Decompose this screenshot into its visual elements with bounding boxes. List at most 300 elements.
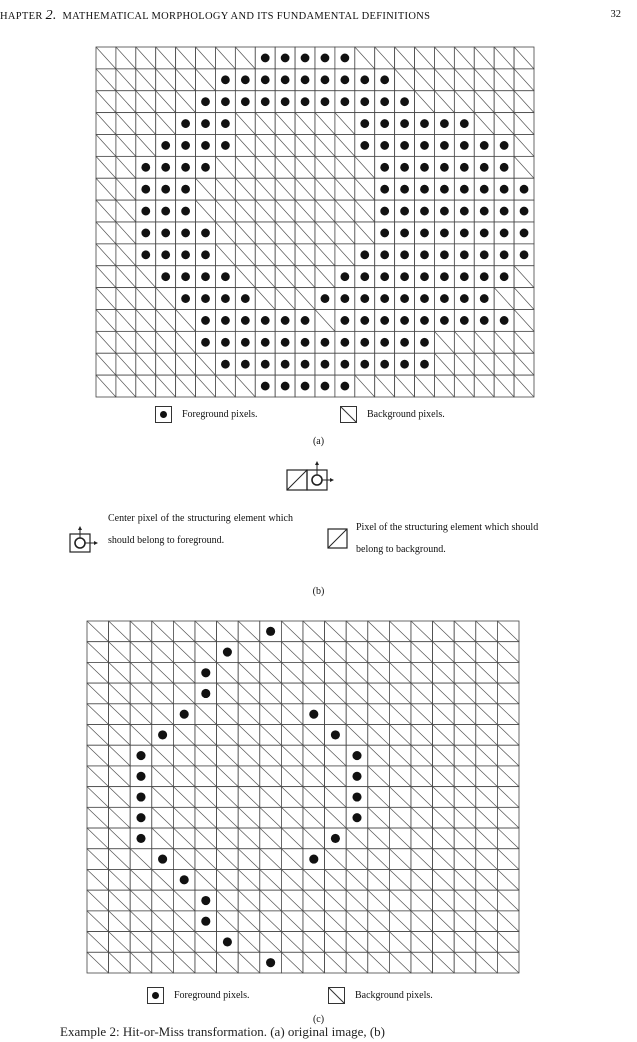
- background-pixel: [196, 47, 216, 69]
- background-pixel: [303, 621, 325, 642]
- foreground-pixel: [176, 113, 196, 135]
- background-pixel: [476, 745, 498, 766]
- background-pixel: [136, 375, 156, 397]
- foreground-pixel: [355, 310, 375, 332]
- background-pixel: [497, 725, 519, 746]
- background-pixel: [395, 69, 415, 91]
- background-pixel: [173, 683, 195, 704]
- background-pixel: [494, 113, 514, 135]
- foreground-pixel: [215, 353, 235, 375]
- background-pixel: [476, 787, 498, 808]
- background-pixel: [152, 787, 174, 808]
- background-pixel: [130, 952, 152, 973]
- background-pixel: [255, 113, 275, 135]
- foreground-dot: [480, 185, 489, 194]
- background-pixel: [355, 200, 375, 222]
- foreground-pixel: [415, 135, 435, 157]
- background-pixel: [176, 375, 196, 397]
- foreground-pixel: [375, 244, 395, 266]
- background-pixel: [411, 662, 433, 683]
- foreground-pixel: [375, 200, 395, 222]
- background-pixel: [217, 952, 239, 973]
- background-pixel: [346, 621, 368, 642]
- background-pixel: [395, 47, 415, 69]
- background-pixel: [173, 849, 195, 870]
- background-pixel: [476, 766, 498, 787]
- foreground-dot: [281, 316, 290, 325]
- background-pixel: [497, 932, 519, 953]
- background-pixel: [346, 683, 368, 704]
- background-pixel: [109, 642, 131, 663]
- background-pixel: [497, 849, 519, 870]
- background-pixel: [156, 47, 176, 69]
- background-pixel: [87, 807, 109, 828]
- foreground-pixel: [454, 222, 474, 244]
- background-pixel: [433, 828, 455, 849]
- background-pixel: [303, 642, 325, 663]
- background-pixel: [217, 725, 239, 746]
- background-pixel: [368, 683, 390, 704]
- foreground-dot: [480, 229, 489, 238]
- foreground-dot: [223, 937, 232, 946]
- background-pixel: [173, 745, 195, 766]
- foreground-pixel: [176, 178, 196, 200]
- background-pixel: [130, 621, 152, 642]
- foreground-pixel: [514, 200, 534, 222]
- background-pixel: [303, 828, 325, 849]
- foreground-pixel: [434, 135, 454, 157]
- background-pixel: [235, 47, 255, 69]
- background-pixel: [152, 807, 174, 828]
- foreground-pixel: [195, 911, 217, 932]
- background-pixel: [260, 766, 282, 787]
- foreground-pixel: [415, 200, 435, 222]
- background-pixel: [238, 932, 260, 953]
- background-pixel: [116, 135, 136, 157]
- figure-c-pixel-grid: [86, 620, 520, 974]
- foreground-pixel: [195, 683, 217, 704]
- foreground-dot: [301, 97, 310, 106]
- background-pixel: [355, 178, 375, 200]
- background-pixel: [238, 828, 260, 849]
- background-pixel: [433, 849, 455, 870]
- foreground-dot: [281, 338, 290, 347]
- background-pixel: [315, 266, 335, 288]
- background-pixel: [173, 787, 195, 808]
- background-pixel: [454, 911, 476, 932]
- background-pixel: [260, 787, 282, 808]
- background-pixel: [136, 69, 156, 91]
- figure-caption-text: Example 2: Hit-or-Miss transformation. (a) original image, (b): [60, 1024, 386, 1039]
- foreground-pixel: [355, 266, 375, 288]
- foreground-pixel: [434, 156, 454, 178]
- background-pixel: [411, 911, 433, 932]
- foreground-pixel: [375, 91, 395, 113]
- foreground-pixel: [346, 745, 368, 766]
- foreground-pixel: [136, 244, 156, 266]
- foreground-dot: [400, 97, 409, 106]
- background-pixel: [87, 725, 109, 746]
- foreground-pixel: [295, 69, 315, 91]
- background-pixel: [514, 331, 534, 353]
- background-pixel: [152, 869, 174, 890]
- background-pixel: [514, 266, 534, 288]
- foreground-pixel: [136, 222, 156, 244]
- foreground-dot: [420, 185, 429, 194]
- background-pixel: [295, 244, 315, 266]
- foreground-pixel: [395, 178, 415, 200]
- background-pixel: [130, 869, 152, 890]
- foreground-dot: [181, 250, 190, 259]
- background-pixel: [368, 828, 390, 849]
- background-pixel: [454, 91, 474, 113]
- background-pixel: [476, 662, 498, 683]
- foreground-dot: [161, 229, 170, 238]
- background-pixel: [474, 91, 494, 113]
- background-pixel: [375, 375, 395, 397]
- background-pixel: [281, 642, 303, 663]
- legend-background-label: Background pixels.: [367, 409, 445, 420]
- background-pixel: [173, 621, 195, 642]
- foreground-dot: [161, 141, 170, 150]
- foreground-dot: [301, 316, 310, 325]
- background-pixel: [109, 932, 131, 953]
- background-pixel: [235, 178, 255, 200]
- background-pixel: [173, 952, 195, 973]
- background-pixel: [497, 704, 519, 725]
- background-pixel: [281, 932, 303, 953]
- background-pixel: [325, 621, 347, 642]
- foreground-dot: [181, 294, 190, 303]
- foreground-dot: [352, 751, 361, 760]
- foreground-dot: [460, 185, 469, 194]
- foreground-pixel: [415, 331, 435, 353]
- foreground-dot: [201, 316, 210, 325]
- background-pixel: [303, 662, 325, 683]
- background-pixel: [238, 745, 260, 766]
- background-pixel: [497, 745, 519, 766]
- foreground-pixel: [255, 331, 275, 353]
- foreground-pixel: [215, 113, 235, 135]
- background-pixel: [454, 725, 476, 746]
- background-pixel: [346, 662, 368, 683]
- background-pixel: [173, 932, 195, 953]
- figure-b-caption: (b): [312, 586, 325, 597]
- foreground-pixel: [255, 310, 275, 332]
- background-pixel: [260, 704, 282, 725]
- foreground-dot: [440, 316, 449, 325]
- background-pixel: [368, 725, 390, 746]
- background-pixel: [152, 642, 174, 663]
- foreground-pixel: [136, 156, 156, 178]
- background-pixel: [87, 911, 109, 932]
- foreground-pixel: [395, 266, 415, 288]
- foreground-dot: [158, 855, 167, 864]
- background-pixel: [474, 47, 494, 69]
- foreground-pixel: [355, 244, 375, 266]
- foreground-pixel: [415, 288, 435, 310]
- background-pixel: [335, 200, 355, 222]
- background-pixel: [238, 725, 260, 746]
- background-pixel: [474, 375, 494, 397]
- foreground-dot: [321, 360, 330, 369]
- foreground-pixel: [474, 244, 494, 266]
- foreground-pixel: [255, 69, 275, 91]
- foreground-dot: [400, 229, 409, 238]
- background-pixel: [454, 331, 474, 353]
- foreground-pixel: [295, 310, 315, 332]
- background-pixel: [514, 113, 534, 135]
- foreground-dot: [241, 360, 250, 369]
- foreground-dot: [400, 141, 409, 150]
- foreground-pixel: [275, 310, 295, 332]
- background-pixel: [433, 642, 455, 663]
- background-pixel: [454, 828, 476, 849]
- foreground-pixel: [474, 222, 494, 244]
- background-pixel: [87, 642, 109, 663]
- background-pixel: [238, 849, 260, 870]
- background-pixel: [325, 662, 347, 683]
- background-pixel: [368, 745, 390, 766]
- background-pixel: [434, 91, 454, 113]
- background-pixel: [476, 725, 498, 746]
- foreground-dot: [261, 97, 270, 106]
- background-pixel: [325, 911, 347, 932]
- background-pixel: [176, 353, 196, 375]
- background-pixel: [514, 353, 534, 375]
- foreground-pixel: [514, 222, 534, 244]
- background-pixel: [514, 375, 534, 397]
- background-pixel: [346, 642, 368, 663]
- foreground-pixel: [434, 222, 454, 244]
- background-pixel: [238, 890, 260, 911]
- foreground-pixel: [454, 200, 474, 222]
- background-pixel: [389, 807, 411, 828]
- foreground-pixel: [176, 222, 196, 244]
- background-pixel: [156, 113, 176, 135]
- foreground-dot: [440, 250, 449, 259]
- background-pixel: [152, 911, 174, 932]
- foreground-pixel: [156, 266, 176, 288]
- background-pixel: [434, 69, 454, 91]
- background-pixel: [415, 69, 435, 91]
- background-pixel: [433, 952, 455, 973]
- foreground-dot: [400, 338, 409, 347]
- foreground-dot: [480, 316, 489, 325]
- foreground-dot: [440, 207, 449, 216]
- foreground-pixel: [176, 288, 196, 310]
- background-pixel: [454, 869, 476, 890]
- background-pixel: [116, 69, 136, 91]
- foreground-dot: [360, 75, 369, 84]
- foreground-dot: [420, 250, 429, 259]
- background-pixel: [494, 47, 514, 69]
- background-pixel: [411, 683, 433, 704]
- background-pixel: [195, 642, 217, 663]
- background-pixel: [260, 869, 282, 890]
- foreground-pixel: [375, 156, 395, 178]
- foreground-dot: [241, 97, 250, 106]
- background-pixel: [260, 911, 282, 932]
- background-pixel: [454, 642, 476, 663]
- foreground-pixel: [196, 288, 216, 310]
- background-pixel: [195, 932, 217, 953]
- background-pixel: [295, 135, 315, 157]
- background-pixel: [136, 91, 156, 113]
- foreground-dot: [520, 229, 529, 238]
- legend-foreground-label: Foreground pixels.: [174, 990, 250, 1001]
- foreground-pixel: [355, 331, 375, 353]
- background-pixel: [497, 787, 519, 808]
- foreground-pixel: [355, 113, 375, 135]
- foreground-dot: [380, 207, 389, 216]
- background-pixel: [433, 621, 455, 642]
- foreground-dot: [520, 207, 529, 216]
- background-pixel: [260, 745, 282, 766]
- foreground-dot: [221, 141, 230, 150]
- background-pixel: [87, 704, 109, 725]
- foreground-dot: [136, 792, 145, 801]
- foreground-dot: [181, 207, 190, 216]
- background-pixel: [514, 91, 534, 113]
- background-pixel: [295, 200, 315, 222]
- background-pixel: [325, 869, 347, 890]
- background-pixel: [434, 331, 454, 353]
- foreground-pixel: [335, 47, 355, 69]
- background-pixel: [346, 828, 368, 849]
- foreground-dot: [221, 360, 230, 369]
- background-pixel: [454, 621, 476, 642]
- background-pixel: [176, 331, 196, 353]
- foreground-pixel: [196, 222, 216, 244]
- foreground-dot: [331, 834, 340, 843]
- background-pixel: [109, 869, 131, 890]
- background-pixel: [433, 890, 455, 911]
- foreground-pixel: [136, 200, 156, 222]
- foreground-pixel: [494, 178, 514, 200]
- foreground-pixel: [395, 288, 415, 310]
- foreground-dot: [241, 75, 250, 84]
- foreground-pixel: [173, 704, 195, 725]
- background-pixel: [238, 662, 260, 683]
- foreground-pixel: [275, 69, 295, 91]
- background-pixel: [152, 952, 174, 973]
- background-pixel: [389, 642, 411, 663]
- background-pixel: [476, 890, 498, 911]
- foreground-pixel: [346, 766, 368, 787]
- foreground-pixel: [295, 375, 315, 397]
- background-pixel: [281, 787, 303, 808]
- foreground-pixel: [215, 310, 235, 332]
- background-pixel: [116, 178, 136, 200]
- background-pixel: [368, 621, 390, 642]
- background-pixel: [346, 932, 368, 953]
- foreground-dot: [201, 896, 210, 905]
- foreground-pixel: [454, 156, 474, 178]
- background-pixel: [215, 375, 235, 397]
- background-pixel: [215, 156, 235, 178]
- foreground-dot: [301, 338, 310, 347]
- foreground-pixel: [130, 745, 152, 766]
- background-pixel: [130, 890, 152, 911]
- foreground-pixel: [395, 156, 415, 178]
- foreground-pixel: [325, 725, 347, 746]
- background-pixel: [130, 683, 152, 704]
- foreground-dot: [520, 250, 529, 259]
- foreground-dot: [352, 813, 361, 822]
- background-pixel: [260, 890, 282, 911]
- background-pixel: [116, 156, 136, 178]
- background-pixel: [411, 621, 433, 642]
- background-pixel: [497, 621, 519, 642]
- background-pixel: [368, 662, 390, 683]
- background-pixel-icon: [340, 406, 357, 423]
- background-pixel: [215, 47, 235, 69]
- background-pixel: [355, 47, 375, 69]
- background-pixel: [368, 787, 390, 808]
- foreground-pixel: [335, 69, 355, 91]
- foreground-pixel: [454, 135, 474, 157]
- foreground-pixel: [454, 310, 474, 332]
- foreground-dot: [321, 382, 330, 391]
- foreground-dot: [201, 917, 210, 926]
- background-pixel: [173, 890, 195, 911]
- background-pixel: [156, 375, 176, 397]
- background-pixel: [281, 766, 303, 787]
- foreground-pixel: [260, 621, 282, 642]
- background-pixel: [217, 911, 239, 932]
- foreground-dot: [380, 250, 389, 259]
- foreground-dot: [241, 294, 250, 303]
- background-pixel: [96, 156, 116, 178]
- background-pixel: [116, 353, 136, 375]
- background-pixel: [109, 683, 131, 704]
- background-pixel: [281, 725, 303, 746]
- foreground-pixel: [474, 200, 494, 222]
- foreground-dot: [500, 141, 509, 150]
- foreground-dot: [440, 119, 449, 128]
- foreground-pixel: [454, 244, 474, 266]
- background-pixel: [116, 310, 136, 332]
- background-pixel: [96, 47, 116, 69]
- background-pixel: [368, 890, 390, 911]
- background-pixel: [87, 662, 109, 683]
- foreground-pixel: [346, 787, 368, 808]
- foreground-pixel: [355, 288, 375, 310]
- background-pixel: [87, 869, 109, 890]
- background-pixel: [476, 642, 498, 663]
- running-title: [0, 8, 430, 24]
- background-pixel: [235, 244, 255, 266]
- foreground-dot: [340, 54, 349, 63]
- foreground-dot: [460, 272, 469, 281]
- background-pixel: [87, 890, 109, 911]
- background-pixel: [96, 244, 116, 266]
- foreground-pixel: [474, 135, 494, 157]
- foreground-pixel: [355, 91, 375, 113]
- foreground-pixel: [395, 200, 415, 222]
- foreground-pixel: [355, 353, 375, 375]
- background-pixel: [476, 621, 498, 642]
- background-pixel: [173, 828, 195, 849]
- foreground-dot: [460, 229, 469, 238]
- figure-c-caption: (c): [312, 1014, 325, 1025]
- foreground-dot: [360, 360, 369, 369]
- background-pixel: [315, 222, 335, 244]
- background-pixel: [156, 69, 176, 91]
- background-pixel: [415, 47, 435, 69]
- background-pixel: [96, 91, 116, 113]
